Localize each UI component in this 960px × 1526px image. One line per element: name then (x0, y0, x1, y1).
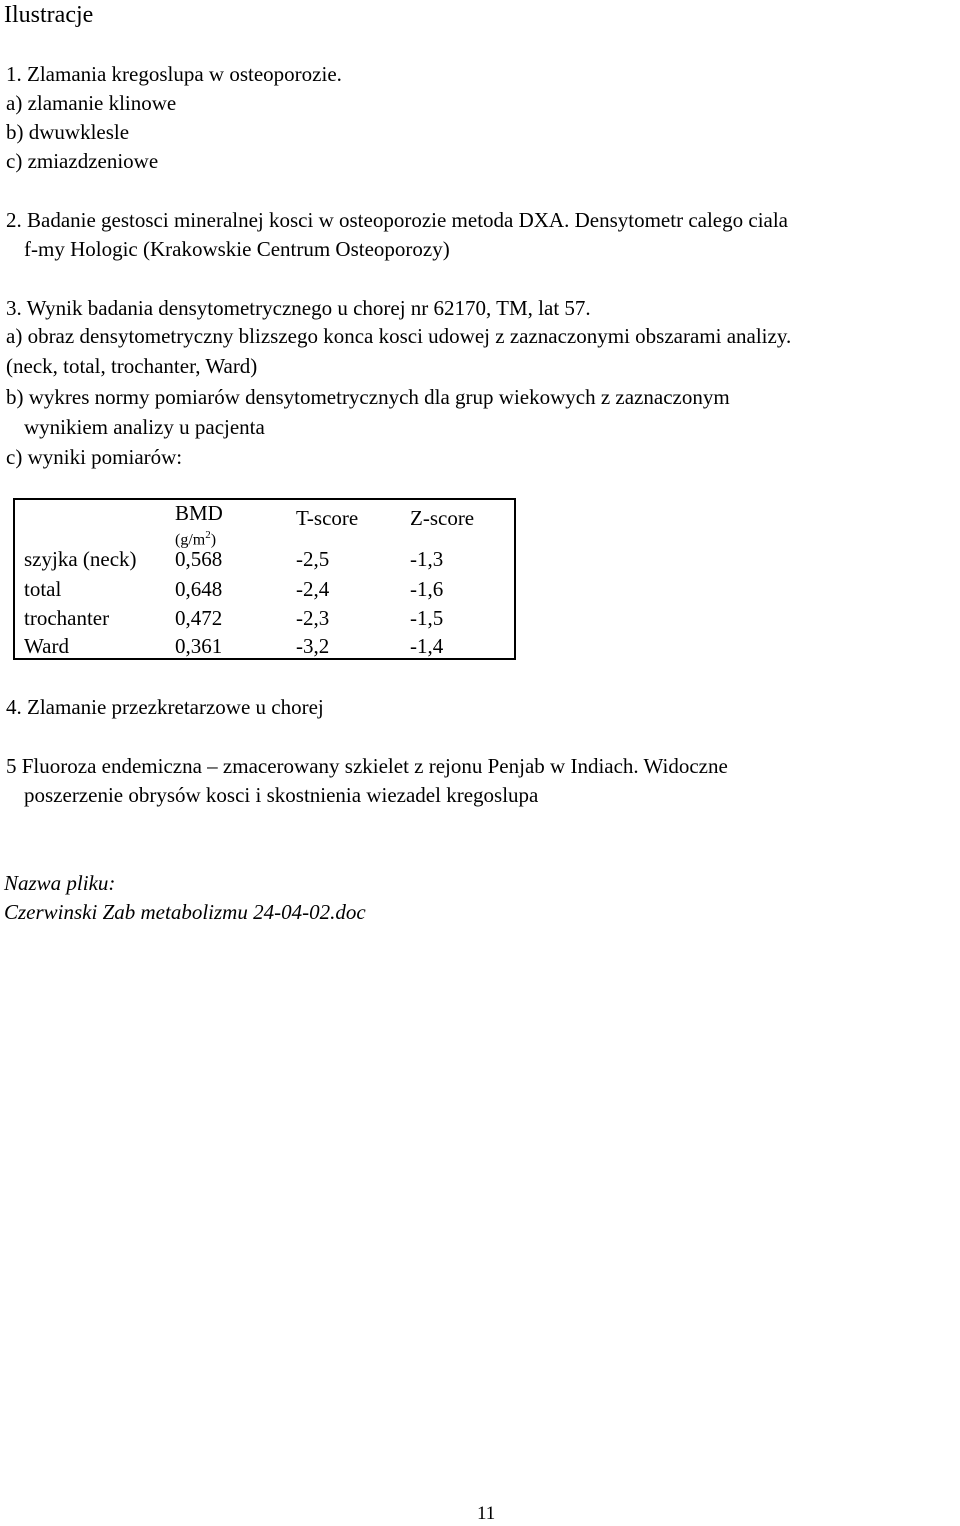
item-5-line-1: 5 Fluoroza endemiczna – zmacerowany szkielet z rejonu Penjab w Indiach. Widoczne (6, 754, 728, 778)
item-1c: c) zmiazdzeniowe (6, 149, 159, 173)
page-number: 11 (477, 1503, 496, 1524)
filename-label: Nazwa pliku: (4, 871, 116, 895)
item-2-line-1: 2. Badanie gestosci mineralnej kosci w osteoporozie metoda DXA. Densytometr calego ciala (6, 208, 789, 232)
row-bmd: 0,648 (175, 577, 223, 601)
item-3a-continued: (neck, total, trochanter, Ward) (6, 354, 258, 378)
row-bmd: 0,472 (175, 606, 223, 630)
row-z-score: -1,5 (410, 606, 444, 630)
item-3a: a) obraz densytometryczny blizszego konca kosci udowej z zaznaczonymi obszarami analizy. (6, 324, 792, 348)
row-region: szyjka (neck) (24, 547, 137, 571)
item-4: 4. Zlamanie przezkretarzowe u chorej (6, 695, 324, 719)
filename: Czerwinski Zab metabolizmu 24-04-02.doc (4, 900, 366, 924)
row-bmd: 0,361 (175, 634, 223, 658)
row-bmd: 0,568 (175, 547, 223, 571)
item-3b-line-2: wynikiem analizy u pacjenta (24, 415, 265, 439)
item-1a: a) zlamanie klinowe (6, 91, 177, 115)
item-3-heading: 3. Wynik badania densytometrycznego u chorej nr 62170, TM, lat 57. (6, 296, 591, 320)
row-t-score: -2,3 (296, 606, 330, 630)
header-bmd-unit: $(g/m^2)$ (175, 529, 217, 549)
row-t-score: -3,2 (296, 634, 330, 658)
row-t-score: -2,5 (296, 547, 330, 571)
item-5-line-2: poszerzenie obrysów kosci i skostnienia wiezadel kregoslupa (24, 783, 539, 807)
header-z-score: Z-score (410, 506, 475, 530)
row-z-score: -1,6 (410, 577, 444, 601)
row-z-score: -1,4 (410, 634, 444, 658)
row-t-score: -2,4 (296, 577, 330, 601)
item-1b: b) dwuwklesle (6, 120, 130, 144)
results-table (13, 498, 516, 660)
item-1-heading: 1. Zlamania kregoslupa w osteoporozie. (6, 62, 342, 86)
row-z-score: -1,3 (410, 547, 444, 571)
row-region: total (24, 577, 62, 601)
item-3b-line-1: b) wykres normy pomiarów densytometrycznych dla grup wiekowych z zaznaczonym (6, 385, 730, 409)
row-region: trochanter (24, 606, 110, 630)
header-t-score: T-score (296, 506, 359, 530)
item-3c: c) wyniki pomiarów: (6, 445, 183, 469)
header-bmd: BMD (175, 501, 223, 525)
row-region: Ward (24, 634, 69, 658)
item-2-line-2: f-my Hologic (Krakowskie Centrum Osteoporozy) (24, 237, 450, 261)
page-title: Ilustracje (4, 2, 94, 28)
